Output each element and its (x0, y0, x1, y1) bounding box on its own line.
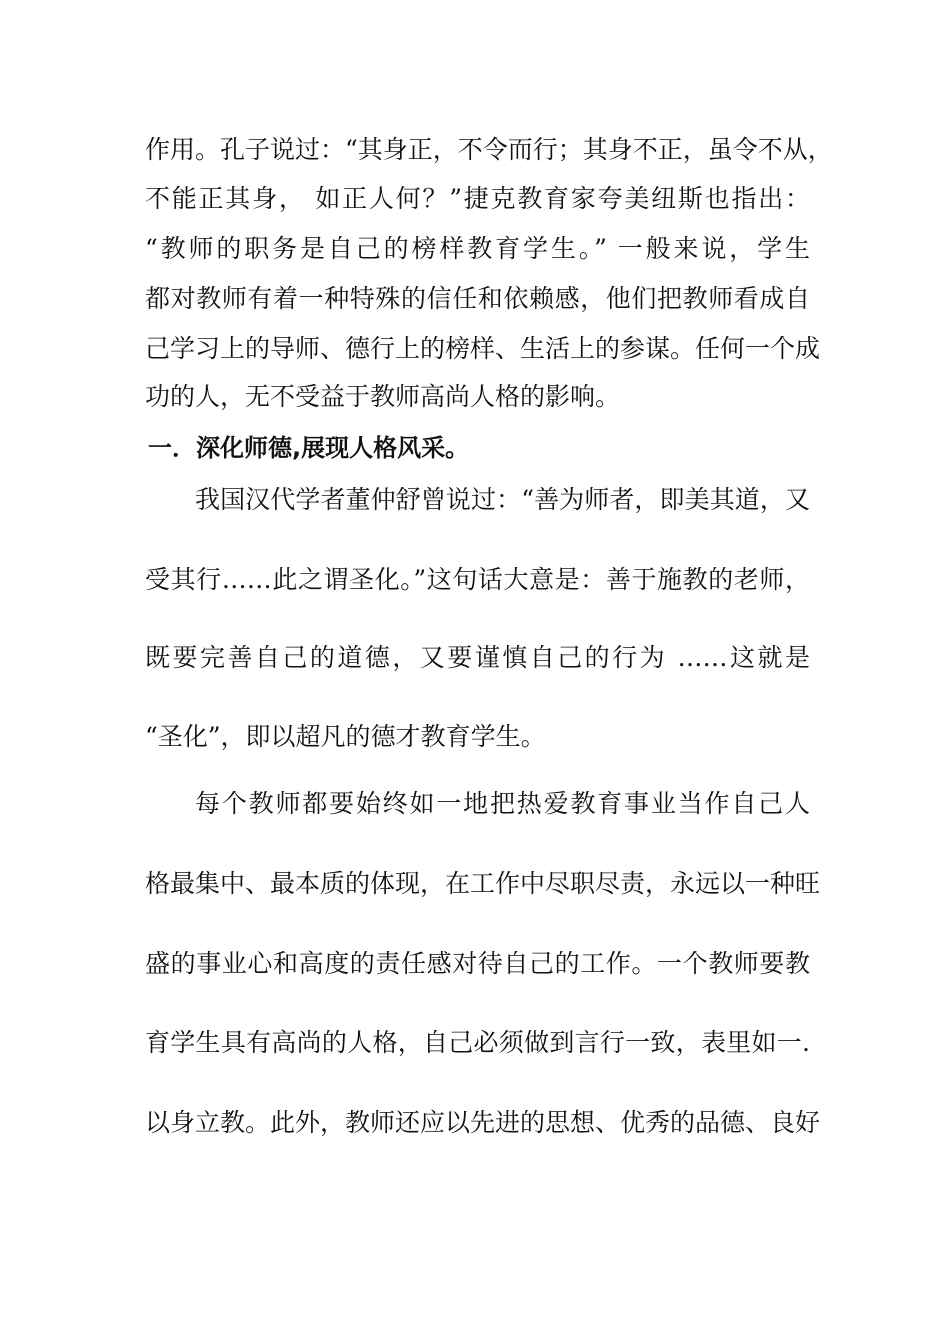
paragraph-1-line-3: “教师的职务是自己的榜样教育学生。” 一般来说，学生 (145, 234, 810, 263)
paragraph-3-line-5: 以身立教。此外，教师还应以先进的思想、优秀的品德、良好 (145, 1108, 821, 1137)
paragraph-1-line-2: 不能正其身， 如正人何？”捷克教育家夸美纽斯也指出： (145, 184, 810, 213)
paragraph-3-line-3: 盛的事业心和高度的责任感对待自己的工作。一个教师要教 (145, 949, 810, 978)
paragraph-1-line-1: 作用。孔子说过：“其身正，不令而行；其身不正，虽令不从， (145, 135, 833, 164)
paragraph-1-line-6: 功的人，无不受益于教师高尚人格的影响。 (145, 382, 621, 411)
paragraph-1-line-4: 都对教师有着一种特殊的信任和依赖感，他们把教师看成自 (145, 284, 810, 313)
paragraph-2-line-3: 既要完善自己的道德，又要谨慎自己的行为 ……这就是 (145, 643, 810, 672)
paragraph-2-line-2: 受其行……此之谓圣化。”这句话大意是：善于施教的老师， (145, 565, 810, 594)
paragraph-3-line-2: 格最集中、最本质的体现，在工作中尽职尽责，永远以一种旺 (145, 869, 821, 898)
paragraph-3-line-1: 每个教师都要始终如一地把热爱教育事业当作自己人 (195, 789, 810, 818)
paragraph-2-line-4: “圣化”，即以超凡的德才教育学生。 (145, 722, 546, 751)
paragraph-1-line-5: 己学习上的导师、德行上的榜样、生活上的参谋。任何一个成 (145, 334, 821, 363)
section-heading: 一．深化师德,展现人格风采。 (148, 434, 470, 462)
paragraph-3-line-4: 育学生具有高尚的人格，自己必须做到言行一致，表里如一. (145, 1028, 810, 1057)
paragraph-2-line-1: 我国汉代学者董仲舒曾说过：“善为师者，即美其道，又 (195, 485, 810, 514)
